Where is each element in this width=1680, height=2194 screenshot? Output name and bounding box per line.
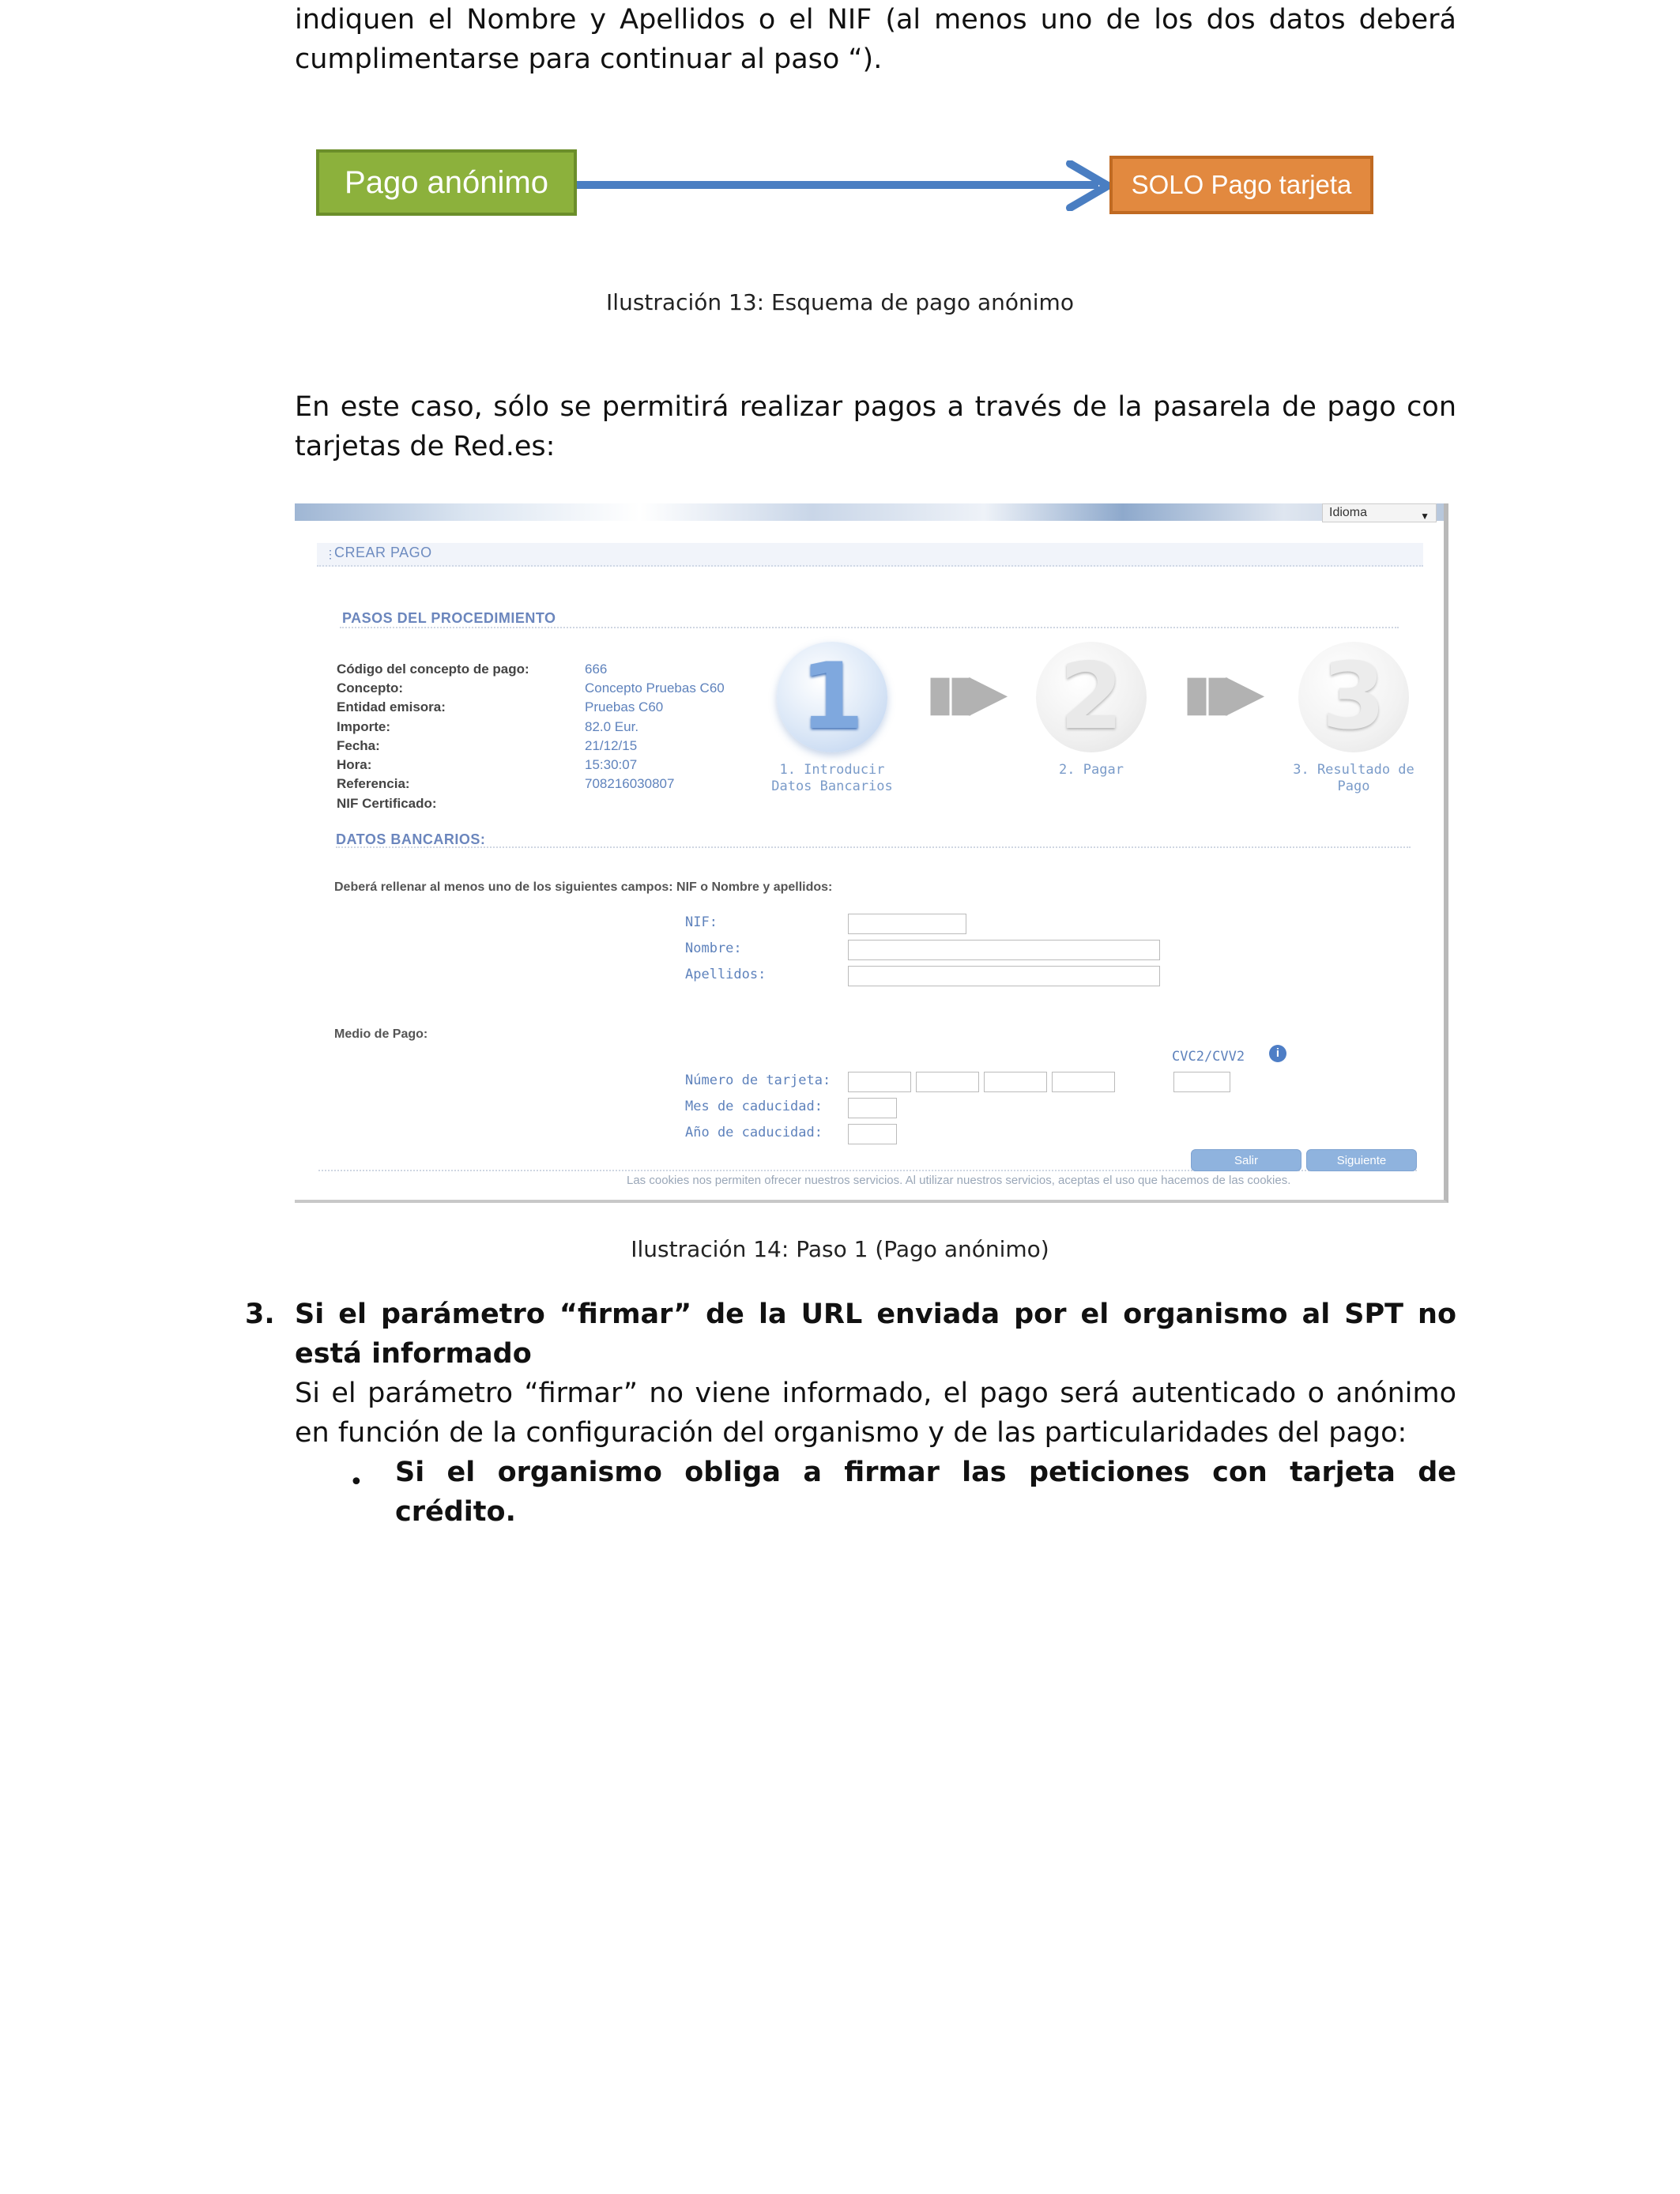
intro-paragraph: indiquen el Nombre y Apellidos o el NIF (al menos uno de los dos datos deberá cumplimentarse para continuar al paso “).	[295, 4, 1456, 75]
step-2-number: 2	[1059, 643, 1124, 750]
payment-step1-screenshot	[295, 503, 1448, 1203]
mes-caducidad-label: Mes de caducidad:	[685, 1099, 823, 1114]
info-label: Código del concepto de pago:	[337, 662, 529, 677]
anio-caducidad-label: Año de caducidad:	[685, 1125, 823, 1140]
datos-bancarios-title: DATOS BANCARIOS:	[336, 831, 486, 847]
cvc-input[interactable]	[1173, 1072, 1230, 1092]
paragraph-red-es: En este caso, sólo se permitirá realizar pagos a través de la pasarela de pago con tarjetas de Red.es:	[295, 391, 1456, 462]
chevron-down-icon: ▼	[1420, 511, 1430, 522]
divider	[340, 627, 1399, 628]
info-value: 15:30:07	[585, 757, 638, 772]
info-icon[interactable]: i	[1269, 1045, 1286, 1062]
card-number-input-1[interactable]	[848, 1072, 911, 1092]
mes-caducidad-input[interactable]	[848, 1098, 897, 1118]
nombre-input[interactable]	[848, 940, 1160, 960]
info-label: NIF Certificado:	[337, 796, 437, 811]
language-select-label: Idioma	[1329, 506, 1368, 519]
crear-pago-title: CREAR PAGO	[334, 545, 432, 560]
info-value: Concepto Pruebas C60	[585, 680, 725, 696]
step-1-label	[753, 762, 911, 795]
nif-label: NIF:	[685, 914, 718, 930]
medio-pago-label: Medio de Pago:	[334, 1027, 428, 1041]
step-3-label	[1275, 762, 1433, 795]
apellidos-label: Apellidos:	[685, 967, 767, 982]
language-select[interactable]	[1322, 503, 1437, 522]
caption-ilustracion-13: Ilustración 13: Esquema de pago anónimo	[606, 289, 1074, 315]
card-number-label: Número de tarjeta:	[685, 1072, 831, 1088]
step-1-label-line2: Datos Bancarios	[771, 778, 893, 794]
section-number: 3.	[245, 1299, 275, 1330]
diagram-arrow-line	[577, 181, 1098, 189]
card-number-input-2[interactable]	[916, 1072, 979, 1092]
step-arrow-icon: ▮▮▶	[1184, 666, 1259, 719]
step-2-label-line1: 2. Pagar	[1059, 762, 1124, 778]
info-value: 666	[585, 662, 608, 677]
step-3-number: 3	[1321, 643, 1386, 750]
section-3-body: Si el parámetro “firmar” no viene informado, el pago será autenticado o anónimo en función de la configuración del organismo y de las particularidades del pago:	[295, 1378, 1456, 1449]
crear-pago-bar	[317, 543, 1423, 567]
required-fields-note: Deberá rellenar al menos uno de los siguientes campos: NIF o Nombre y apellidos:	[334, 880, 833, 894]
step-arrow-icon: ▮▮▶	[927, 666, 1002, 719]
pago-anonimo-box: Pago anónimo	[316, 149, 577, 216]
salir-button[interactable]: Salir	[1191, 1149, 1301, 1171]
step-1-label-line1: 1. Introducir	[779, 762, 885, 778]
solo-pago-tarjeta-box: SOLO Pago tarjeta	[1109, 156, 1373, 214]
cookies-notice: Las cookies nos permiten ofrecer nuestros servicios. Al utilizar nuestros servicios, aceptas el uso que hacemos de las cookies.	[627, 1174, 1291, 1187]
arrow-head-icon	[1065, 160, 1114, 211]
siguiente-button[interactable]: Siguiente	[1306, 1149, 1417, 1171]
info-label: Referencia:	[337, 776, 410, 791]
card-number-input-4[interactable]	[1052, 1072, 1115, 1092]
info-label: Importe:	[337, 719, 390, 734]
step-3-label-line2: Pago	[1337, 778, 1370, 794]
info-value: 21/12/15	[585, 738, 638, 753]
caption-ilustracion-14: Ilustración 14: Paso 1 (Pago anónimo)	[631, 1236, 1049, 1262]
step-3-label-line1: 3. Resultado de	[1293, 762, 1414, 778]
section-3-heading: Si el parámetro “firmar” de la URL enviada por el organismo al SPT no está informado	[295, 1299, 1456, 1370]
apellidos-input[interactable]	[848, 966, 1160, 986]
anio-caducidad-input[interactable]	[848, 1124, 897, 1144]
step-2-label	[1012, 762, 1170, 778]
info-value: Pruebas C60	[585, 699, 664, 714]
grip-icon: ⋮	[325, 548, 336, 560]
info-value: 82.0 Eur.	[585, 719, 639, 734]
info-label: Entidad emisora:	[337, 699, 446, 714]
card-number-input-3[interactable]	[984, 1072, 1047, 1092]
bullet-icon: •	[349, 1468, 363, 1496]
divider	[336, 846, 1411, 848]
anonymous-payment-diagram	[316, 146, 1383, 225]
nif-input[interactable]	[848, 914, 966, 934]
info-label: Hora:	[337, 757, 372, 772]
info-value: 708216030807	[585, 776, 675, 791]
nombre-label: Nombre:	[685, 941, 742, 956]
info-label: Concepto:	[337, 680, 404, 696]
pasos-title: PASOS DEL PROCEDIMIENTO	[342, 610, 556, 626]
step-1-number: 1	[800, 643, 864, 750]
info-label: Fecha:	[337, 738, 380, 753]
cvc-label: CVC2/CVV2	[1172, 1049, 1245, 1065]
bullet-item: Si el organismo obliga a firmar las peticiones con tarjeta de crédito.	[395, 1457, 1456, 1528]
header-banner	[295, 503, 1445, 521]
